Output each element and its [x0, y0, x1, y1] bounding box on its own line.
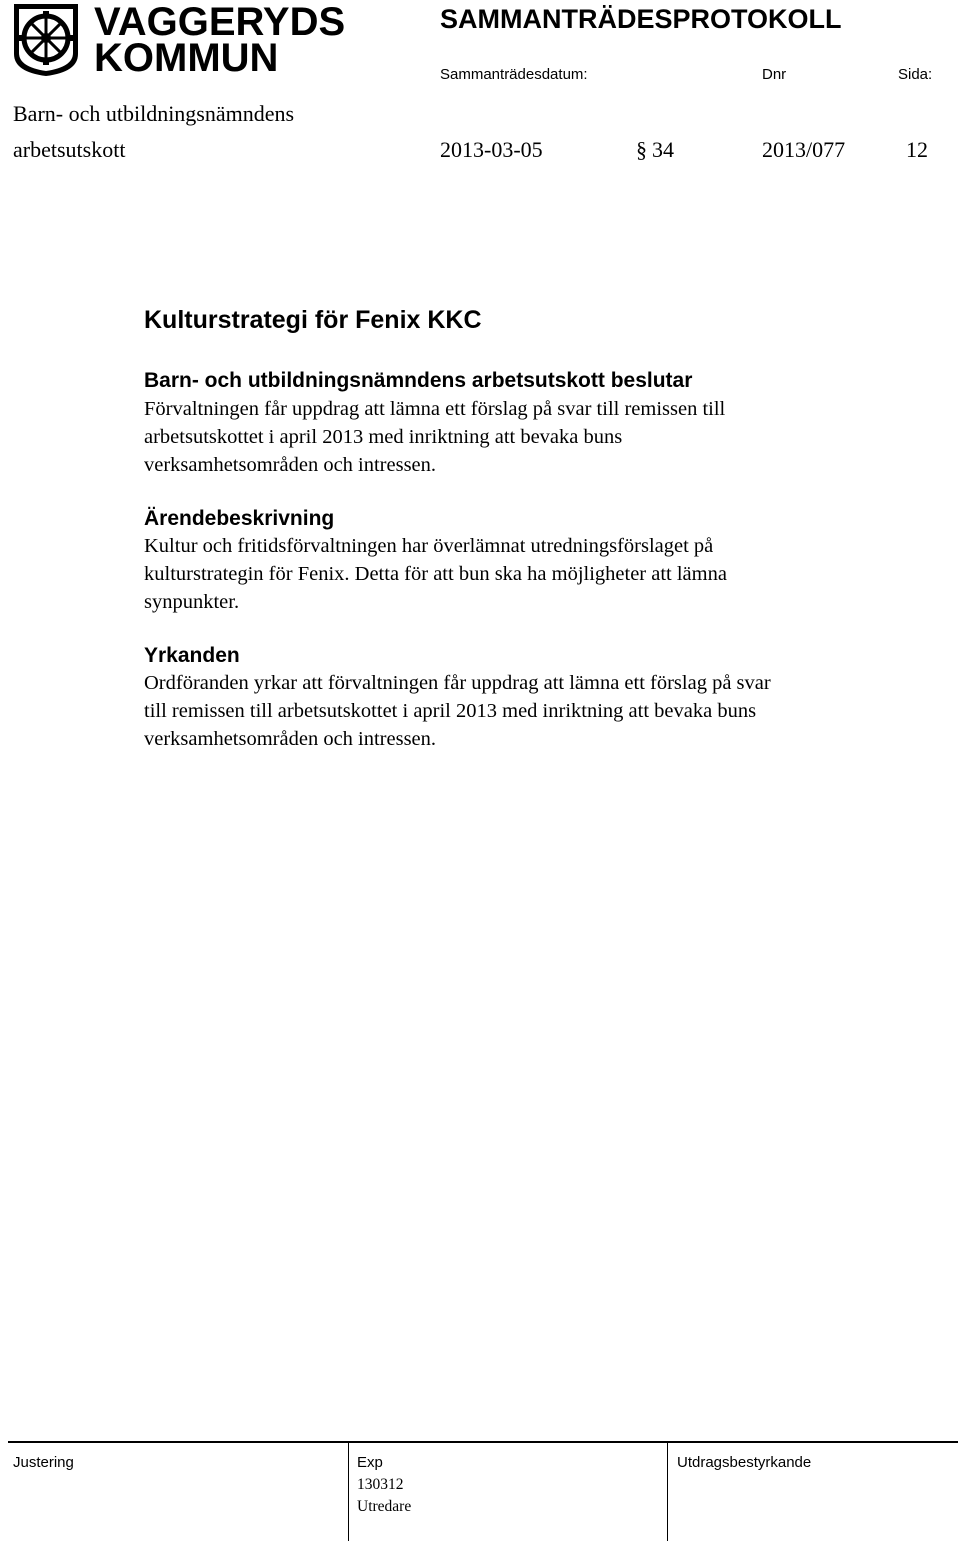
- utdragsbestyrkande-label: Utdragsbestyrkande: [677, 1454, 812, 1471]
- exp-recipient: Utredare: [357, 1498, 412, 1515]
- date-label: Sammanträdesdatum:: [440, 66, 588, 83]
- motions-line-2: till remissen till arbetsutskottet i april 2013 med inriktning att bevaka buns: [144, 700, 757, 722]
- page-title: Kulturstrategi för Fenix KKC: [144, 306, 482, 334]
- logo-text-line1: VAGGERYDS: [94, 0, 346, 44]
- dnr-label: Dnr: [762, 66, 787, 83]
- justering-label: Justering: [13, 1454, 74, 1471]
- paragraph-sign: §: [636, 137, 647, 162]
- committee-name-line2: arbetsutskott: [13, 137, 126, 162]
- exp-date: 130312: [357, 1476, 404, 1493]
- decision-line-2: arbetsutskottet i april 2013 med inriktning att bevaka buns: [144, 426, 623, 448]
- motions-line-1: Ordföranden yrkar att förvaltningen får uppdrag att lämna ett förslag på svar: [144, 672, 771, 694]
- decision-line-1: Förvaltningen får uppdrag att lämna ett förslag på svar till remissen till: [144, 398, 726, 420]
- footer-divider: [8, 1441, 958, 1443]
- footer-column-divider-2: [667, 1443, 668, 1541]
- dnr-value: 2013/077: [762, 137, 846, 162]
- wheel-emblem-icon: [10, 2, 82, 78]
- section-heading-motions: Yrkanden: [144, 644, 240, 667]
- paragraph-number: 34: [652, 137, 674, 162]
- document-type-title: SAMMANTRÄDESPROTOKOLL: [440, 4, 842, 34]
- footer-column-divider-1: [348, 1443, 349, 1541]
- description-line-2: kulturstrategin för Fenix. Detta för att bun ska ha möjligheter att lämna: [144, 563, 727, 585]
- description-line-1: Kultur och fritidsförvaltningen har överlämnat utredningsförslaget på: [144, 535, 714, 557]
- committee-name-line1: Barn- och utbildningsnämndens: [13, 101, 295, 126]
- logo-text-line2: KOMMUN: [94, 36, 279, 80]
- decision-line-3: verksamhetsområden och intressen.: [144, 454, 437, 476]
- section-heading-decision: Barn- och utbildningsnämndens arbetsutskott beslutar: [144, 369, 693, 392]
- motions-line-3: verksamhetsområden och intressen.: [144, 728, 437, 750]
- section-heading-description: Ärendebeskrivning: [144, 507, 335, 530]
- page-label: Sida:: [898, 66, 933, 83]
- exp-label: Exp: [357, 1454, 383, 1471]
- page-number: 12: [906, 137, 928, 162]
- meeting-date: 2013-03-05: [440, 137, 543, 162]
- description-line-3: synpunkter.: [144, 591, 240, 613]
